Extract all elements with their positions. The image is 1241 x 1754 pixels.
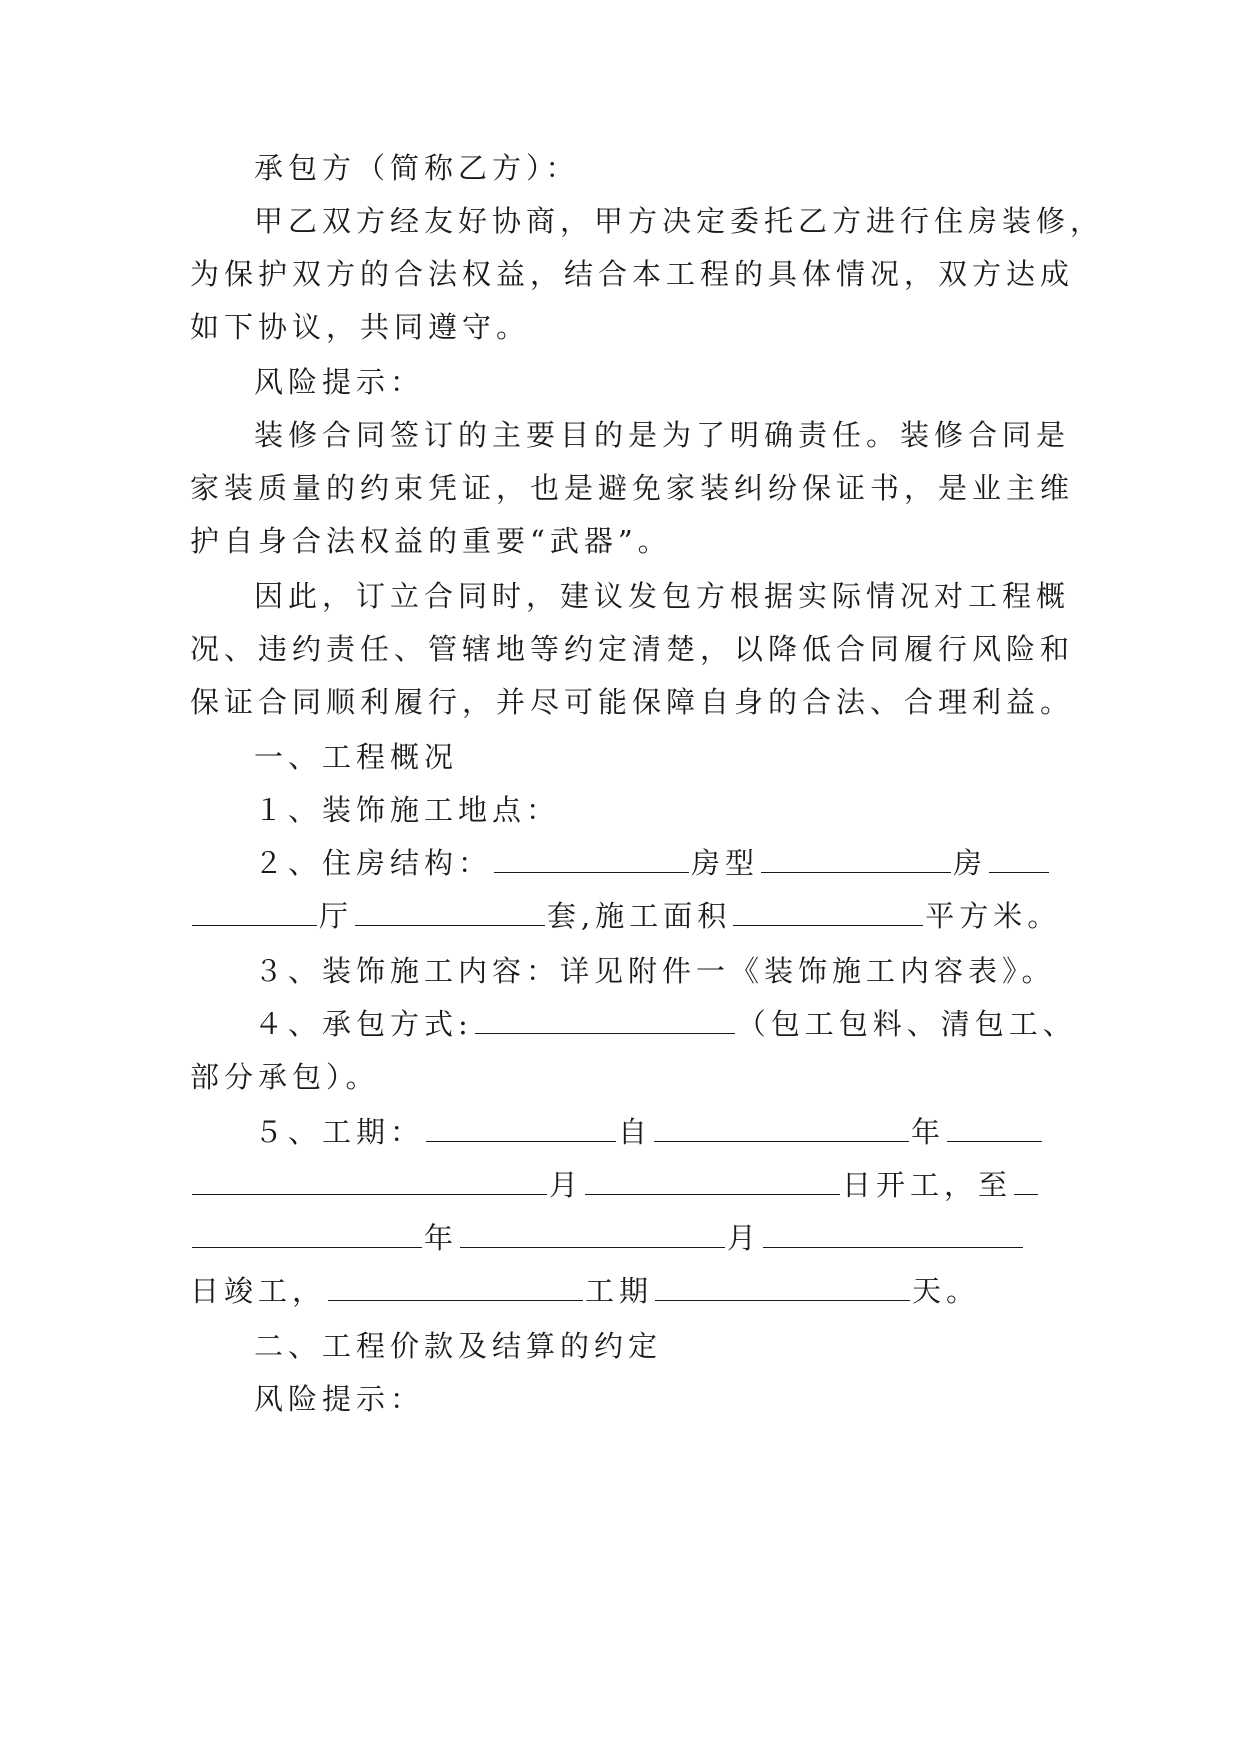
blank-field[interactable] — [328, 1270, 583, 1301]
blank-field[interactable] — [475, 1003, 735, 1034]
period-line — [190, 1266, 980, 1316]
period-label: ５、工期： — [254, 1115, 425, 1149]
structure-label: ２、住房结构： — [254, 846, 493, 880]
text-line: 况、违约责任、管辖地等约定清楚，以降低合同履行风险和 — [190, 632, 1075, 666]
risk-heading: 风险提示： — [254, 1382, 425, 1416]
room-type-label: 房型 — [691, 846, 760, 880]
days-label: 天。 — [912, 1274, 981, 1308]
blank-field[interactable] — [192, 1164, 547, 1195]
text-line: 部分承包）。 — [190, 1060, 380, 1094]
blank-field[interactable] — [460, 1217, 725, 1248]
blank-field[interactable] — [655, 1270, 910, 1301]
duration-label: 工期 — [585, 1274, 654, 1308]
period-line — [190, 1160, 1040, 1210]
text-line: 保证合同顺利履行，并尽可能保障自身的合法、合理利益。 — [190, 685, 1075, 719]
text-line: 如下协议，共同遵守。 — [190, 310, 531, 344]
method-options: （包工包料、清包工、 — [736, 1007, 1077, 1041]
blank-field[interactable] — [947, 1111, 1042, 1142]
blank-field[interactable] — [355, 895, 545, 926]
section-heading: 一、工程概况 — [254, 740, 459, 774]
finish-label: 日竣工， — [190, 1274, 327, 1308]
blank-field[interactable] — [654, 1111, 909, 1142]
area-line — [190, 891, 1061, 941]
blank-field[interactable] — [1014, 1164, 1038, 1195]
risk-heading: 风险提示： — [254, 365, 425, 399]
blank-field[interactable] — [585, 1164, 840, 1195]
blank-field[interactable] — [733, 895, 923, 926]
month-label: 月 — [727, 1221, 762, 1255]
blank-field[interactable] — [989, 842, 1049, 873]
room-label: 房 — [953, 846, 988, 880]
method-line — [254, 999, 1077, 1049]
text-line: 为保护双方的合法权益，结合本工程的具体情况，双方达成 — [190, 257, 1075, 291]
start-label: 日开工，至 — [842, 1168, 1013, 1202]
blank-field[interactable] — [426, 1111, 616, 1142]
period-line — [254, 1107, 1044, 1157]
text-line: 装修合同签订的主要目的是为了明确责任。装修合同是 — [254, 418, 1071, 452]
text-line: ３、装饰施工内容：详见附件一《装饰施工内容表》。 — [254, 954, 1056, 988]
year-label: 年 — [911, 1115, 946, 1149]
text-line: 承包方（简称乙方）： — [254, 151, 580, 185]
year-label: 年 — [424, 1221, 459, 1255]
blank-field[interactable] — [192, 895, 317, 926]
from-label: 自 — [618, 1115, 653, 1149]
blank-field[interactable] — [494, 842, 689, 873]
structure-line — [254, 838, 1051, 888]
text-line: 护自身合法权益的重要“武器”。 — [190, 524, 672, 558]
text-line: 家装质量的约束凭证，也是避免家装纠纷保证书，是业主维 — [190, 471, 1075, 505]
blank-field[interactable] — [761, 842, 951, 873]
period-line — [190, 1213, 1025, 1263]
section-heading: 二、工程价款及结算的约定 — [254, 1329, 663, 1363]
method-label: ４、承包方式: — [254, 1007, 473, 1041]
text-line: １、装饰施工地点： — [254, 793, 561, 827]
text-line: 因此，订立合同时，建议发包方根据实际情况对工程概 — [254, 579, 1071, 613]
month-label: 月 — [549, 1168, 584, 1202]
unit-label: 平方米。 — [925, 899, 1062, 933]
area-label: 套,施工面积 — [547, 899, 732, 933]
text-line: 甲乙双方经友好协商，甲方决定委托乙方进行住房装修， — [254, 204, 1105, 238]
blank-field[interactable] — [763, 1217, 1023, 1248]
hall-label: 厅 — [319, 899, 354, 933]
blank-field[interactable] — [192, 1217, 422, 1248]
